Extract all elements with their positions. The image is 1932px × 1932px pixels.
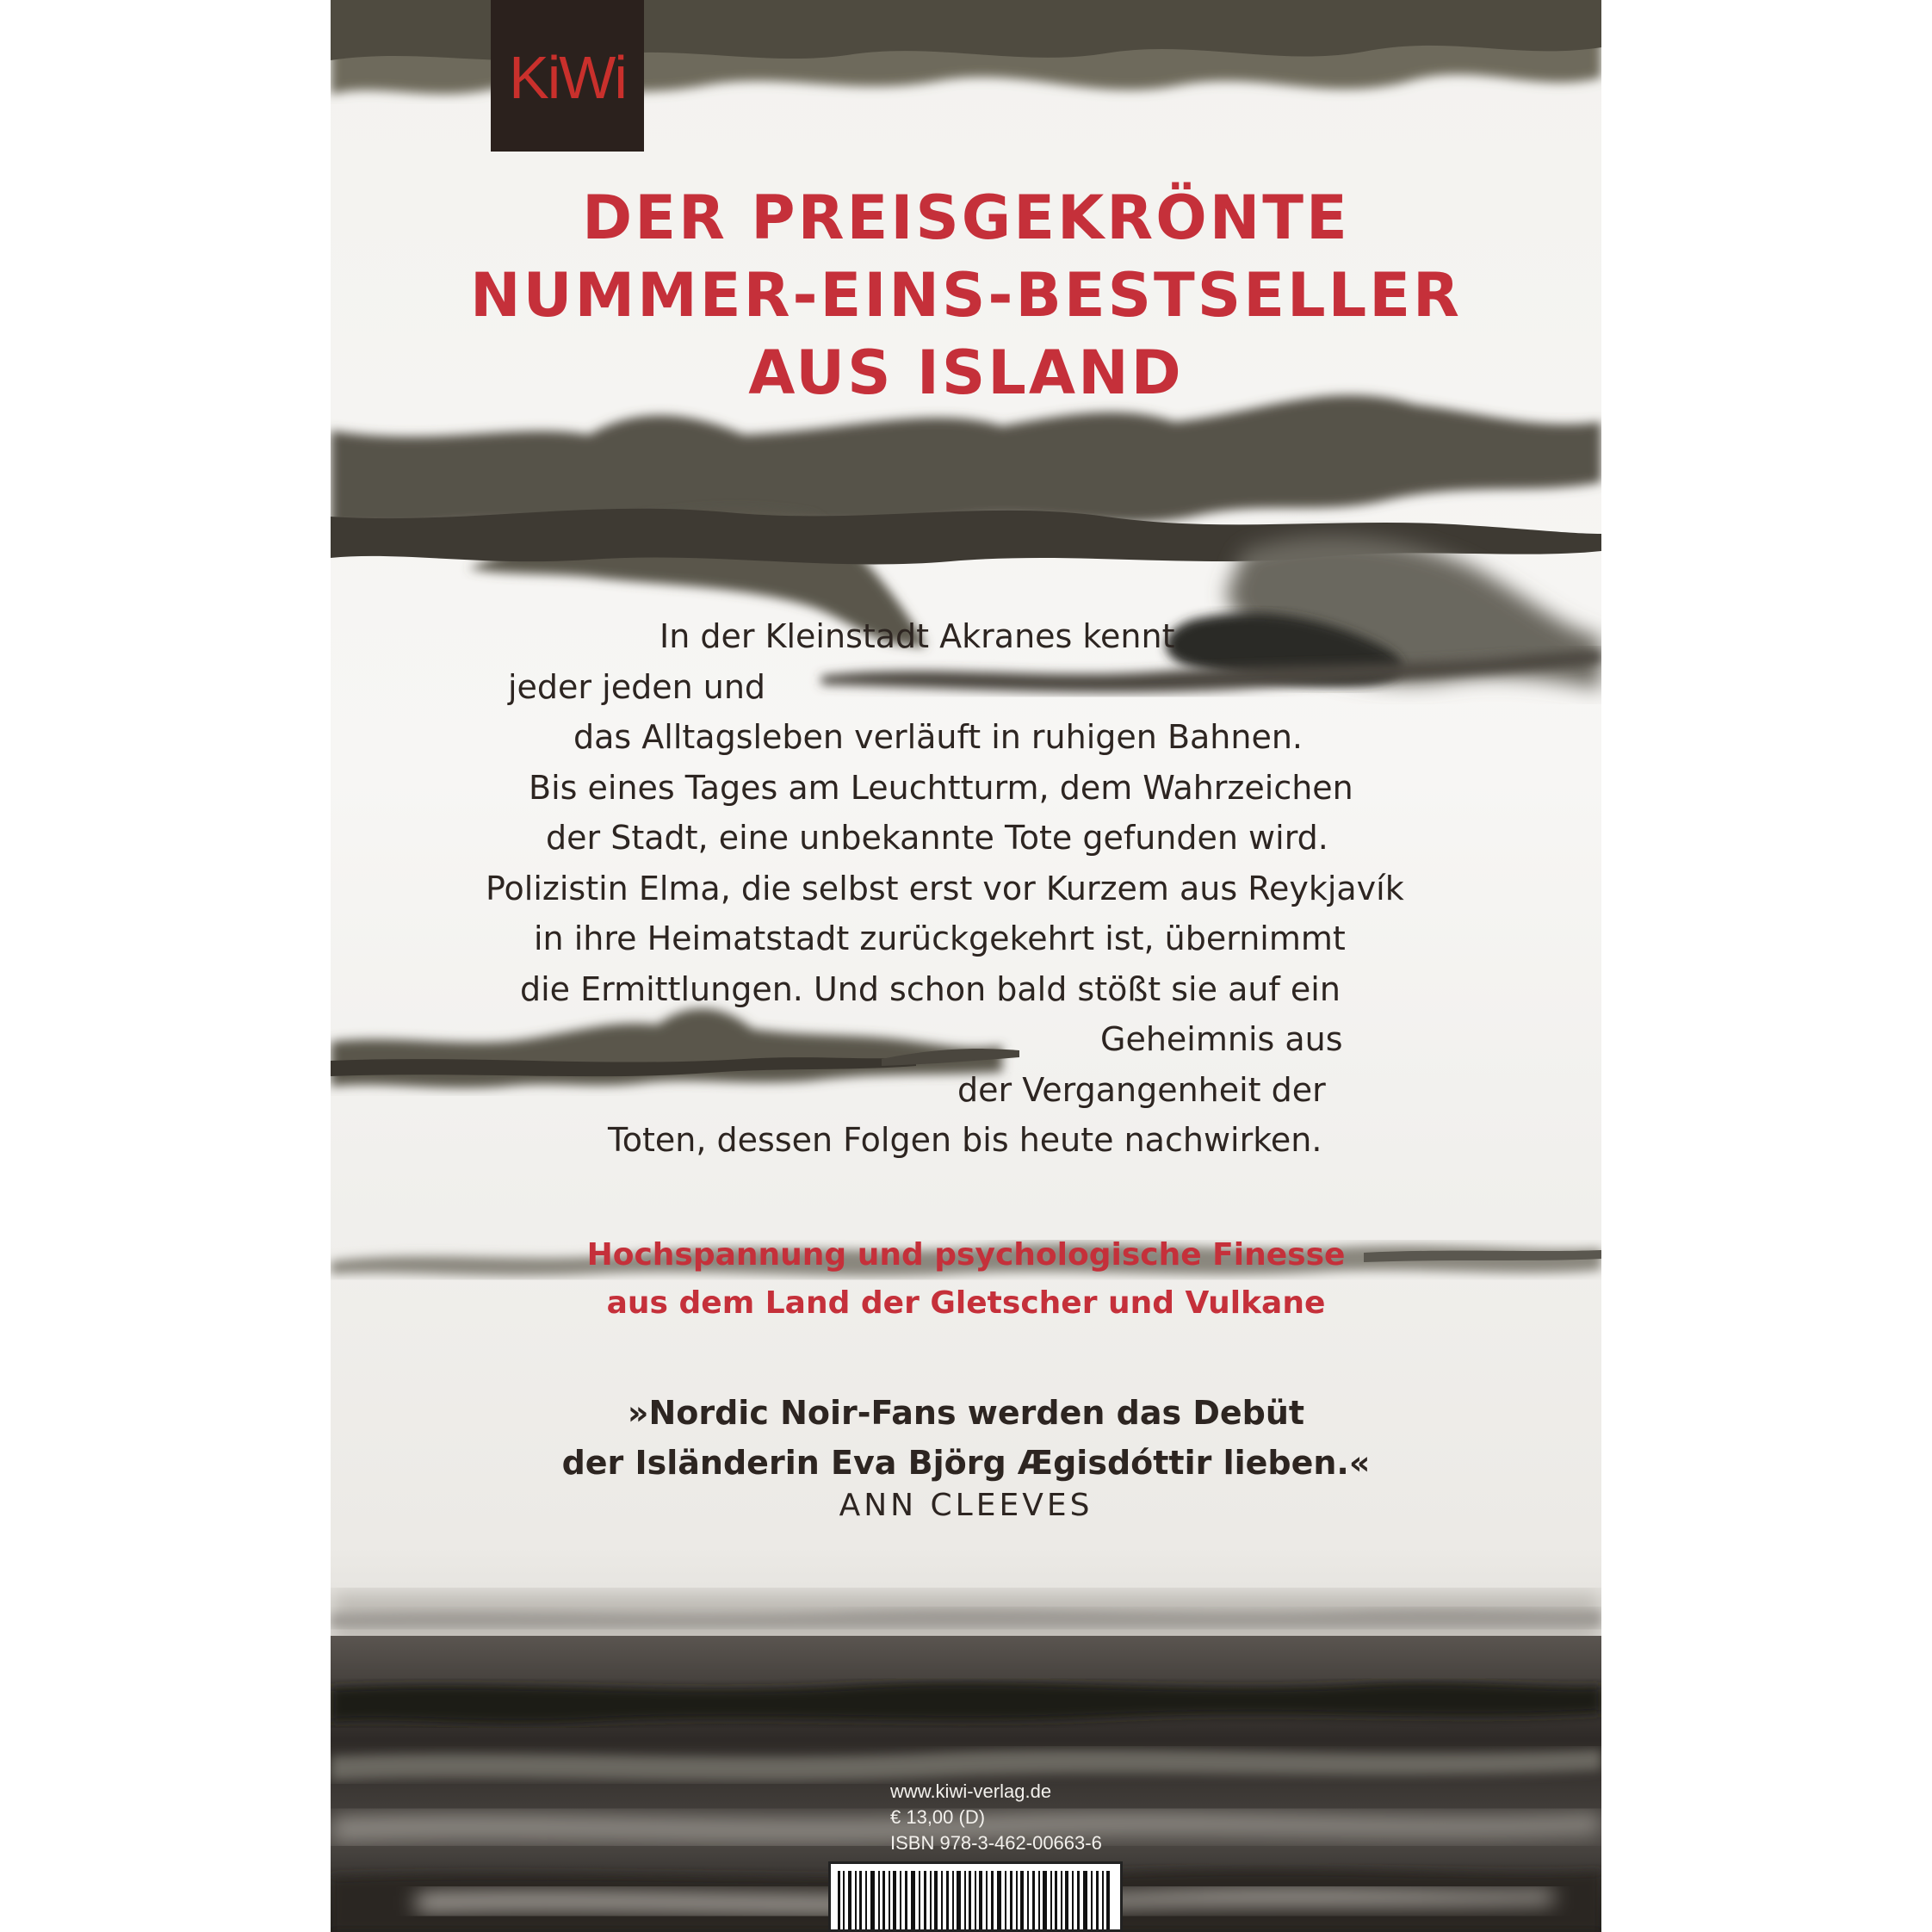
tagline [331,1231,1601,1328]
publisher-info [890,1779,1102,1856]
blurb-line: Toten, dessen Folgen bis heute nachwirken. [608,1121,1322,1159]
blurb-line: in ihre Heimatstadt zurückgekehrt ist, übernimmt [534,920,1346,957]
blurb-line: der Vergangenheit der [957,1070,1326,1109]
blurb-line: jeder jeden und [508,667,766,706]
quote-line: »Nordic Noir-Fans werden das Debüt [627,1394,1305,1432]
headline [331,179,1601,412]
quote-line: der Isländerin Eva Björg Ægisdóttir lieben.« [561,1444,1371,1482]
review-quote [331,1388,1601,1488]
isbn-text: ISBN 978-3-462-00663-6 [890,1832,1102,1854]
blurb-line: Bis eines Tages am Leuchtturm, dem Wahrzeichen [529,768,1353,807]
headline-line: DER PREISGEKRÖNTE [582,183,1350,253]
blurb-line: Polizistin Elma, die selbst erst vor Kurzem aus Reykjavík [486,869,1404,907]
book-back-cover [331,0,1601,1932]
tagline-line: Hochspannung und psychologische Finesse [586,1237,1346,1273]
blurb-line: das Alltagsleben verläuft in ruhigen Bahnen. [573,718,1303,756]
price-text: € 13,00 (D) [890,1806,986,1828]
logo-text: KiWi [509,44,626,111]
blurb-line: der Stadt, eine unbekannte Tote gefunden wird. [546,819,1328,857]
blurb-line: die Ermittlungen. Und schon bald stößt sie auf ein [520,969,1341,1008]
headline-line: AUS ISLAND [748,337,1184,408]
blurb-line: Geheimnis aus [1100,1020,1343,1058]
website-text: www.kiwi-verlag.de [890,1780,1052,1802]
barcode-bars [831,1864,1120,1929]
tagline-line: aus dem Land der Gletscher und Vulkane [606,1285,1326,1321]
barcode [828,1861,1123,1932]
publisher-logo [491,0,644,152]
blurb-line: In der Kleinstadt Akranes kennt [659,617,1175,655]
headline-line: NUMMER-EINS-BESTSELLER [470,260,1462,331]
quote-author: ANN CLEEVES [839,1488,1093,1523]
